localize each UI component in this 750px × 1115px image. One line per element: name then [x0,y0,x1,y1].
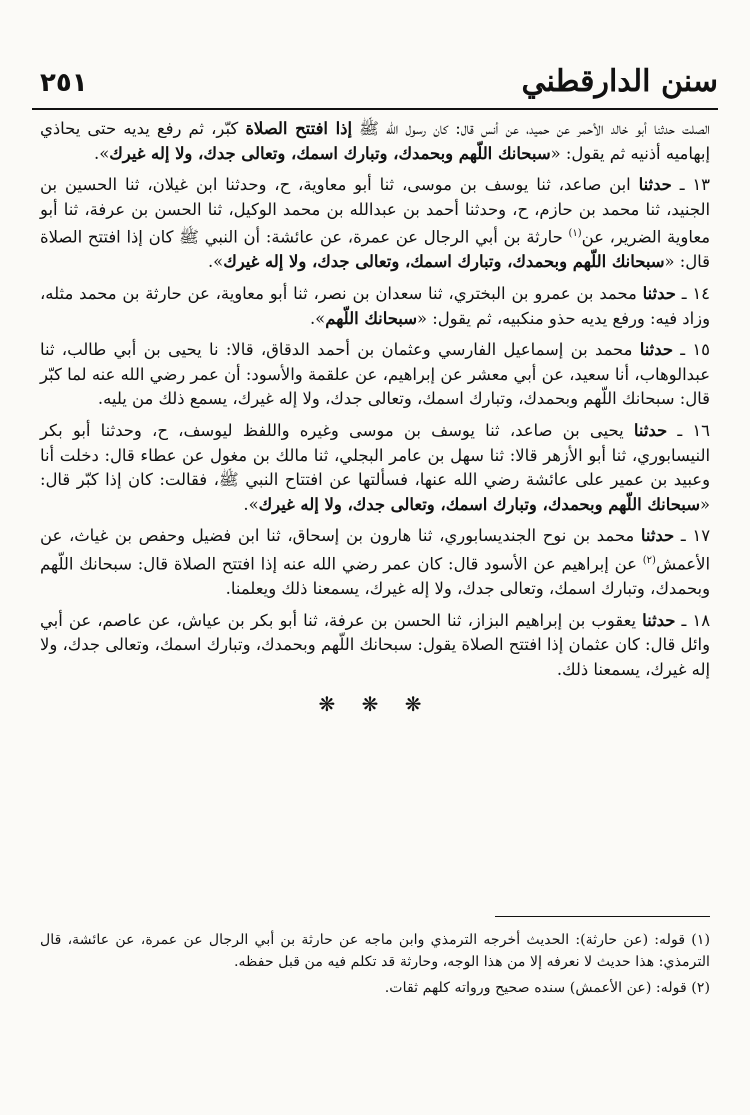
footnote-text: قوله: (عن الأعمش) سنده صحيح ورواته كلهم ثقات. [384,980,687,996]
footnotes [40,930,710,1005]
hadith-paragraph: ١٣ ـ حدثنا ابن صاعد، ثنا يوسف بن موسى، ثنا أبو معاوية، ح، وحدثنا ابن غيلان، ثنا الحسين بن الجنيد، ثنا محمد بن حازم، ح، وحدثنا أحمد بن عبدالله بن محمد الوكيل، ثنا الحسن بن عرفة، ثنا أبو معاوية الضرير، عن$^{(١)}$ حارثة بن أبي الرجال عن عمرة، عن عائشة: أن النبي ﷺ كان إذا افتتح الصلاة قال: «سبحانك اللّهم وبحمدك، وتبارك اسمك، وتعالى جدك، ولا إله غيرك». [40,175,711,272]
footnote-marker: (١) [691,932,710,948]
hadith-paragraph: ١٨ ـ حدثنا يعقوب بن إبراهيم البزاز، ثنا الحسن بن عرفة، ثنا أبو بكر بن عياش، عن عاصم، عن أبي وائل قال: كان عثمان إذا افتتح الصلاة يقول: سبحانك اللّهم وبحمدك، وتبارك اسمك، وتعالى جدك، ولا إله غيرك، يسمعنا ذلك. [40,610,710,679]
footnote-ref[interactable]: (١) [568,228,582,240]
hadith-number: ١٤ [692,284,710,304]
page-number: ٢٥١ [40,68,88,98]
page-header [32,64,718,110]
main-text [40,117,710,717]
hadith-paragraph: ١٥ ـ حدثنا محمد بن إسماعيل الفارسي وعثمان بن أحمد الدقاق، قالا: نا يحيى بن أبي طالب، ثنا عبدالوهاب، أنا سعيد، عن أبي معشر عن إبراهيم، عن علقمة والأسود: أن عمر رضي الله عنه لما كبّر قال: سبحانك اللّهم وبحمدك، وتبارك اسمك، وتعالى جدك، ولا إله غيرك، يسمع ذلك من يليه. [40,340,710,409]
hadith-paragraph: ١٧ ـ حدثنا محمد بن نوح الجنديسابوري، ثنا هارون بن إسحاق، ثنا ابن فضيل وحفص بن غياث، عن الأعمش$^{(٢)}$ عن إبراهيم عن الأسود قال: كان عمر رضي الله عنه إذا افتتح الصلاة قال: سبحانك اللّهم وبحمدك، وتبارك اسمك، وتعالى جدك، ولا إله غيرك، يسمعنا ذلك ويعلمنا. [40,526,710,599]
hadith-number: ١٦ [692,421,710,440]
section-separator: ❋ ❋ ❋ [318,692,432,717]
hadith-number: ١٥ [692,340,710,360]
running-title: سنن الدارقطني [521,64,718,99]
footnote [40,930,710,973]
footnote-divider [495,916,710,917]
hadith-paragraph: ١٤ ـ حدثنا محمد بن عمرو بن البختري، ثنا سعدان بن نصر، ثنا أبو معاوية، عن حارثة بن محمد مثله، وزاد فيه: ورفع يديه حذو منكبيه، ثم يقول: «سبحانك اللّهم». [40,284,710,328]
footnote-marker: (٢) [691,980,710,996]
footnote [40,978,710,1000]
footnote-text: قوله: (عن حارثة): الحديث أخرجه الترمذي وابن ماجه عن حارثة بن أبي الرجال عن عمرة، عن عائشة، قال الترمذي: هذا حديث لا نعرفه إلا من هذا الوجه، وحارثة قد تكلم فيه من قبل حفظه. [40,932,710,970]
hadith-number: ١٨ [692,610,710,630]
hadith-paragraph: ١٦ ـ حدثنا يحيى بن صاعد، ثنا يوسف بن موسى وغيره واللفظ ليوسف، ح، وحدثنا أبو بكر النيسابوري، ثنا أبو الأزهر قالا: ثنا سهل بن عامر البجلي، ثنا مالك بن مغول عن عطاء قال: دخلت أنا وعبيد بن عمير على عائشة رضي الله عنها، فسألتها عن افتتاح النبي ﷺ، فقالت: كان إذا كبّر قال: «سبحانك اللّهم وبحمدك، وتبارك اسمك، وتعالى جدك، ولا إله غيرك». [40,421,710,514]
hadith-paragraph: الصلت حدثنا أبو خالد الأحمر عن حميد، عن أنس قال: كان رسول الله ﷺ إذا افتتح الصلاة كبّر، ثم رفع يديه حتى يحاذي إبهاميه أذنيه ثم يقول: «سبحانك اللّهم وبحمدك، وتبارك اسمك، وتعالى جدك، ولا إله غيرك». [40,119,711,163]
footnote-ref[interactable]: (٢) [642,554,656,566]
hadith-number: ١٧ [692,526,710,546]
hadith-number: ١٣ [692,175,710,195]
